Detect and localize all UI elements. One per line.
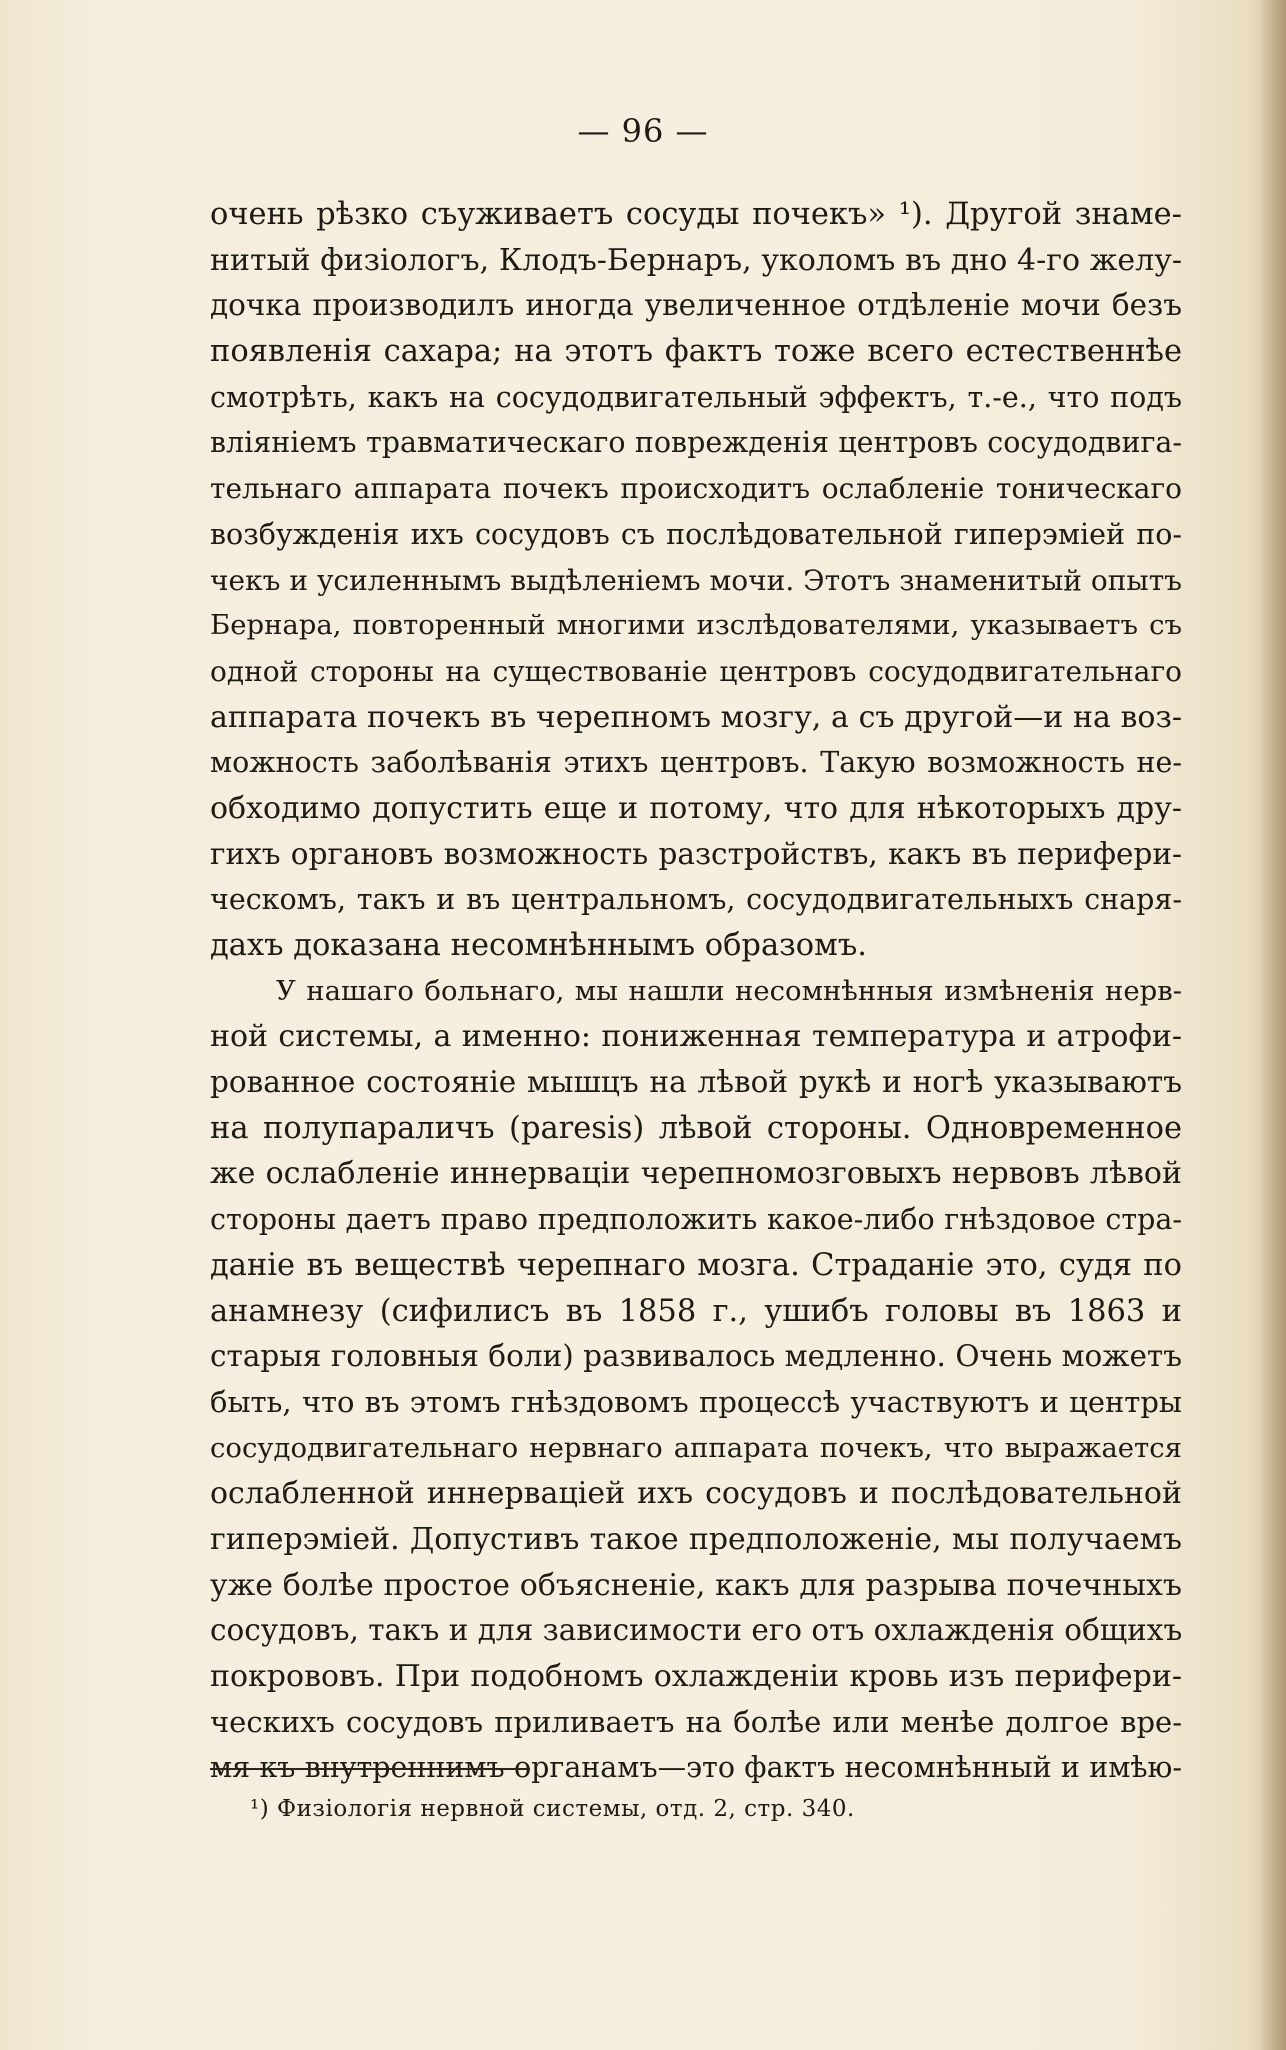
text-line: чекъ и усиленнымъ выдѣленіемъ мочи. Этотъ знаменитый опытъ bbox=[210, 563, 1182, 597]
text-line: мя къ внутреннимъ органамъ—это фактъ несомнѣнный и имѣю- bbox=[210, 1751, 1182, 1785]
text-line: сосудодвигательнаго нервнаго аппарата почекъ, что выражается bbox=[210, 1431, 1182, 1464]
text-line: дочка производилъ иногда увеличенное отдѣленіе мочи безъ bbox=[210, 288, 1182, 323]
text-line: уже болѣе простое объясненіе, какъ для разрыва почечныхъ bbox=[210, 1567, 1182, 1603]
text-line: обходимо допустить еще и потому, что для нѣкоторыхъ дру- bbox=[210, 790, 1182, 826]
text-line: рованное состояніе мышцъ на лѣвой рукѣ и ногѣ указываютъ bbox=[210, 1065, 1182, 1100]
text-line: возбужденія ихъ сосудовъ съ послѣдовательной гиперэміей по- bbox=[210, 517, 1182, 551]
text-line: появленія сахара; на этотъ фактъ тоже всего естественнѣе bbox=[210, 334, 1182, 370]
text-line: даніе въ веществѣ черепнаго мозга. Страданіе это, судя по bbox=[210, 1247, 1182, 1283]
text-line: вліяніемъ травматическаго поврежденія центровъ сосудодвига- bbox=[210, 426, 1182, 460]
text-line: быть, что въ этомъ гнѣздовомъ процессѣ участвуютъ и центры bbox=[210, 1384, 1182, 1419]
text-line: гиперэміей. Допустивъ такое предположеніе, мы получаемъ bbox=[210, 1521, 1182, 1557]
text-line: анамнезу (сифилисъ въ 1858 г., ушибъ головы въ 1863 и bbox=[210, 1293, 1182, 1329]
text-line: Бернара, повторенный многими изслѣдователями, указываетъ съ bbox=[210, 609, 1182, 642]
text-line: ослабленной иннерваціей ихъ сосудовъ и послѣдовательной bbox=[210, 1476, 1182, 1512]
text-line: нитый физіологъ, Клодъ-Бернаръ, уколомъ въ дно 4-го желу- bbox=[210, 242, 1182, 278]
text-line: старыя головныя боли) развивалось медленно. Очень можетъ bbox=[210, 1339, 1182, 1374]
text-line: ческомъ, такъ и въ центральномъ, сосудодвигательныхъ снаря- bbox=[210, 883, 1182, 917]
text-line: на полупараличъ (paresis) лѣвой стороны. Одновременное bbox=[210, 1110, 1182, 1146]
text-line: гихъ органовъ возможность разстройствъ, какъ въ перифери- bbox=[210, 836, 1182, 871]
text-line: стороны даетъ право предположить какое-либо гнѣздовое стра- bbox=[210, 1203, 1182, 1237]
page-number: — 96 — bbox=[577, 112, 709, 150]
text-line: одной стороны на существованіе центровъ сосудодвигательнаго bbox=[210, 654, 1182, 688]
text-line: дахъ доказана несомнѣннымъ образомъ. bbox=[210, 928, 867, 963]
text-line: тельнаго аппарата почекъ происходитъ ослабленіе тоническаго bbox=[210, 472, 1182, 506]
text-line: аппарата почекъ въ черепномъ мозгу, а съ другой—и на воз- bbox=[210, 699, 1182, 735]
footnote: ¹) Физіологія нервной системы, отд. 2, стр. 340. bbox=[250, 1796, 855, 1822]
page-spine-shadow bbox=[1260, 0, 1286, 2050]
text-line: сосудовъ, такъ и для зависимости его отъ охлажденія общихъ bbox=[210, 1613, 1183, 1648]
footnote-divider bbox=[210, 1768, 530, 1770]
text-line: смотрѣть, какъ на сосудодвигательный эффектъ, т.-е., что подъ bbox=[210, 380, 1182, 414]
text-line: ной системы, а именно: пониженная температура и атрофи- bbox=[210, 1019, 1182, 1055]
text-line: очень рѣзко съуживаетъ сосуды почекъ» ¹). Другой знаме- bbox=[210, 197, 1182, 232]
body-text bbox=[210, 192, 1182, 1791]
paragraph-first-line: У нашаго больнаго, мы нашли несомнѣнныя измѣненія нерв- bbox=[276, 974, 1182, 1007]
text-line: можность заболѣванія этихъ центровъ. Такую возможность не- bbox=[210, 746, 1182, 780]
text-line: же ослабленіе иннерваціи черепномозговыхъ нервовъ лѣвой bbox=[210, 1156, 1182, 1192]
text-line: ческихъ сосудовъ приливаетъ на болѣе или менѣе долгое вре- bbox=[210, 1704, 1182, 1739]
text-line: покрововъ. При подобномъ охлажденіи кровь изъ перифери- bbox=[210, 1659, 1182, 1694]
